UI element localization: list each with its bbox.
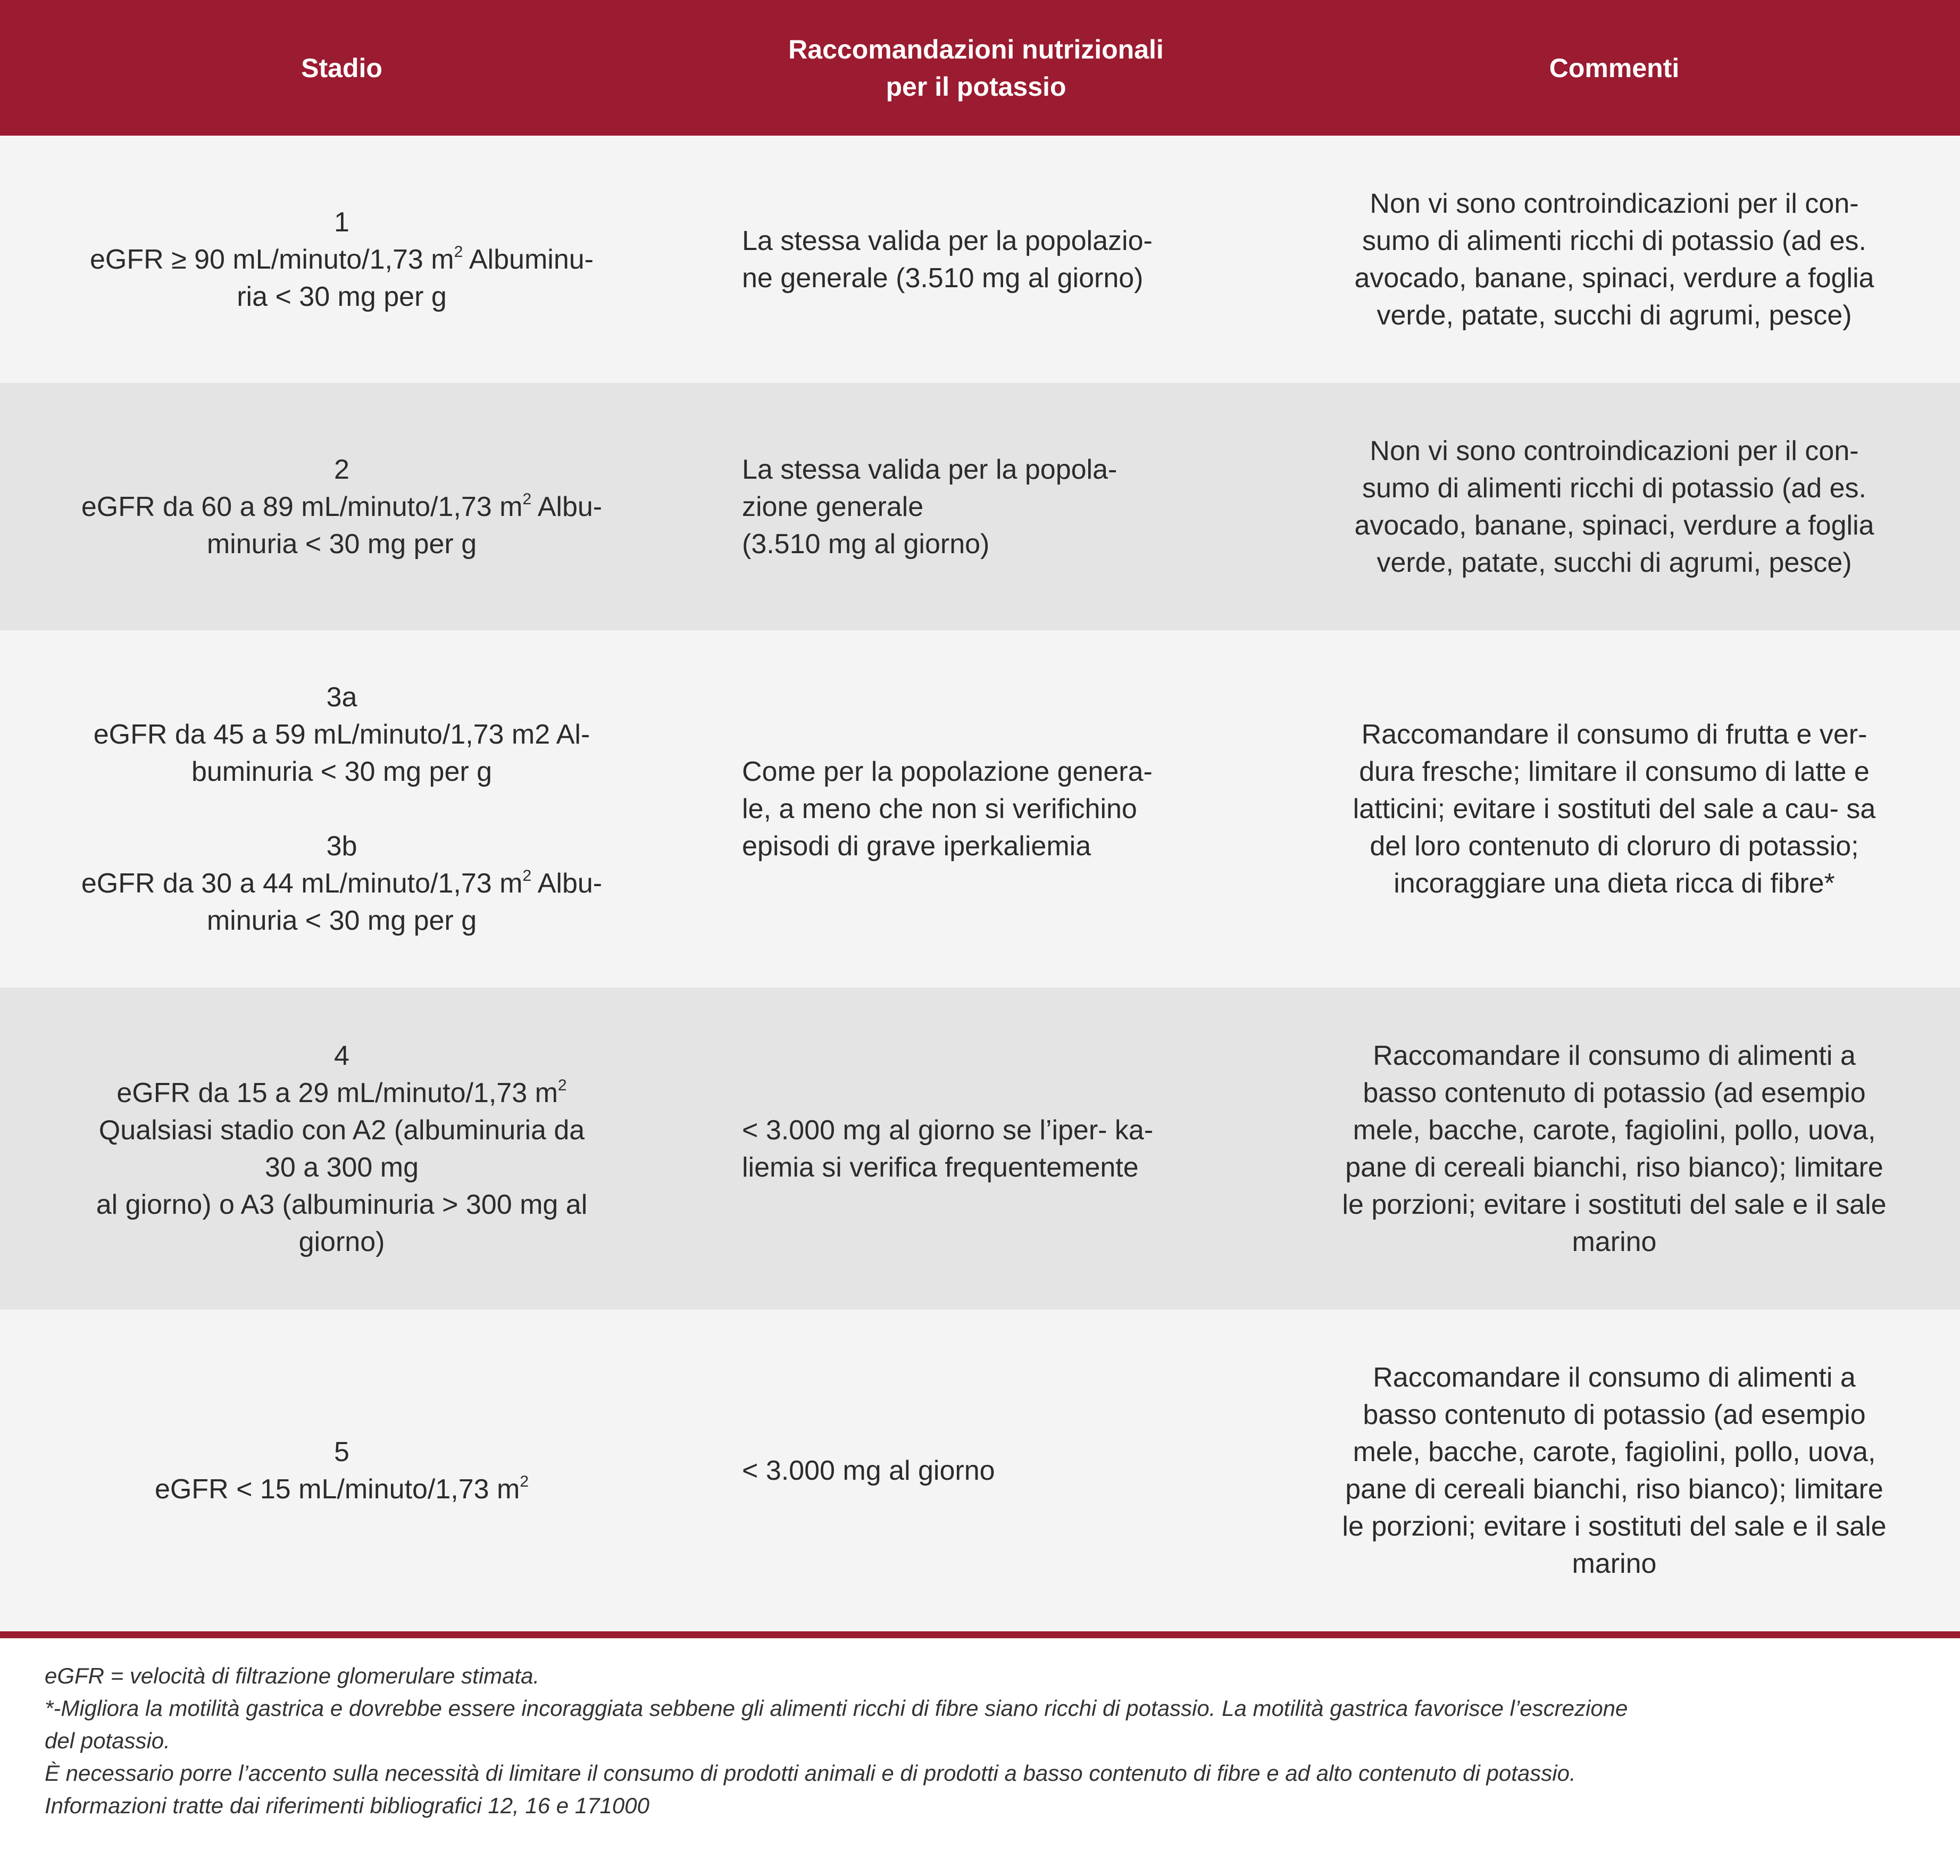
- superscript: 2: [520, 1472, 529, 1490]
- footnote-fiber: *-Migliora la motilità gastrica e dovrebbe essere incoraggiata sebbene gli alimenti ricchi di fibre siano ricchi di potassio. La motilità gastrica favorisce l’escrezione: [45, 1696, 1628, 1721]
- comment-line: dura fresche; limitare il consumo di latte e: [1359, 756, 1870, 787]
- stage-criteria-text: eGFR da 15 a 29 mL/minuto/1,73 m: [116, 1077, 558, 1108]
- header-stage: Stadio: [0, 0, 683, 136]
- comment-line: pane di cereali bianchi, riso bianco); limitare: [1345, 1152, 1883, 1183]
- comment-line: mele, bacche, carote, fagiolini, pollo, uova,: [1353, 1436, 1876, 1468]
- table-bottom-rule: [0, 1631, 1960, 1638]
- superscript: 2: [522, 867, 532, 885]
- comment-line: le porzioni; evitare i sostituti del sale e il sale: [1342, 1189, 1887, 1220]
- superscript: 2: [454, 243, 463, 261]
- superscript: 2: [557, 1076, 567, 1094]
- stage-number: 5: [334, 1436, 349, 1468]
- recommendation-line: le, a meno che non si verifichino: [742, 794, 1137, 824]
- stage-criteria: Qualsiasi stadio con A2 (albuminuria da: [98, 1114, 585, 1146]
- footnote-abbreviation: eGFR = velocità di filtrazione glomerulare stimata.: [45, 1663, 540, 1688]
- stage-criteria: ria < 30 mg per g: [237, 281, 447, 312]
- comment-cell: [1269, 988, 1960, 1310]
- stage-criteria: 30 a 300 mg: [264, 1152, 419, 1183]
- recommendation-cell: [683, 1310, 1269, 1631]
- stage-cell: [0, 383, 683, 630]
- comment-cell: [1269, 136, 1960, 383]
- header-comments: Commenti: [1269, 0, 1960, 136]
- comment-line: pane di cereali bianchi, riso bianco); limitare: [1345, 1473, 1883, 1505]
- comment-line: sumo di alimenti ricchi di potassio (ad es.: [1362, 472, 1866, 504]
- recommendation-line: zione generale: [742, 491, 924, 522]
- table-footnotes: [0, 1638, 1960, 1822]
- comment-line: marino: [1572, 1548, 1657, 1579]
- recommendation-cell: [683, 136, 1269, 383]
- footnote-source: Informazioni tratte dai riferimenti bibliografici 12, 16 e 171000: [45, 1793, 649, 1818]
- stage-number: 1: [334, 206, 349, 238]
- comment-cell: [1269, 383, 1960, 630]
- recommendation-line: (3.510 mg al giorno): [742, 528, 990, 560]
- comment-line: basso contenuto di potassio (ad esempio: [1363, 1399, 1866, 1430]
- stage-criteria: buminuria < 30 mg per g: [191, 756, 493, 787]
- stage-criteria-text: eGFR ≥ 90 mL/minuto/1,73 m: [90, 244, 454, 275]
- stage-criteria: giorno): [298, 1226, 385, 1257]
- recommendation-cell: [683, 988, 1269, 1310]
- comment-line: verde, patate, succhi di agrumi, pesce): [1377, 547, 1852, 578]
- stage-criteria: [48, 241, 636, 278]
- stage-number: 3b: [326, 831, 357, 862]
- stage-criteria: al giorno) o A3 (albuminuria > 300 mg al: [96, 1189, 588, 1220]
- comment-line: avocado, banane, spinaci, verdure a foglia: [1354, 262, 1874, 294]
- stage-number: 3a: [326, 682, 357, 713]
- footnote-emphasis: È necessario porre l’accento sulla necessità di limitare il consumo di prodotti animali e di prodotti a basso contenuto di fibre e ad alto contenuto di potassio.: [45, 1761, 1576, 1786]
- comment-cell: [1269, 630, 1960, 988]
- comment-line: Raccomandare il consumo di alimenti a: [1373, 1362, 1856, 1393]
- stage-criteria-text: Albuminu-: [463, 244, 594, 275]
- comment-line: incoraggiare una dieta ricca di fibre*: [1394, 868, 1835, 899]
- stage-criteria-text: Albu-: [531, 491, 603, 522]
- comment-line: sumo di alimenti ricchi di potassio (ad es.: [1362, 225, 1866, 256]
- header-recommendations: [683, 0, 1269, 136]
- comment-line: basso contenuto di potassio (ad esempio: [1363, 1077, 1866, 1108]
- stage-criteria: [48, 1471, 636, 1508]
- comment-line: verde, patate, succhi di agrumi, pesce): [1377, 299, 1852, 331]
- stage-cell: [0, 136, 683, 383]
- table-header-row: [0, 0, 1960, 136]
- comment-line: Raccomandare il consumo di alimenti a: [1373, 1040, 1856, 1071]
- header-recommendations-line: per il potassio: [886, 71, 1066, 102]
- stage-cell: [0, 630, 683, 988]
- comment-line: marino: [1572, 1226, 1657, 1257]
- table-row: [0, 630, 1960, 988]
- footnote-fiber: del potassio.: [45, 1728, 170, 1753]
- stage-criteria-text: eGFR < 15 mL/minuto/1,73 m: [154, 1473, 520, 1505]
- stage-criteria: [48, 1074, 636, 1112]
- stage-criteria: [48, 865, 636, 902]
- stage-criteria-text: eGFR da 30 a 44 mL/minuto/1,73 m: [81, 868, 523, 899]
- table-row: [0, 1310, 1960, 1631]
- stage-cell: [0, 988, 683, 1310]
- stage-cell: [0, 1310, 683, 1631]
- superscript: 2: [522, 490, 532, 508]
- table-row: [0, 383, 1960, 630]
- recommendation-line: La stessa valida per la popola-: [742, 454, 1117, 485]
- comment-line: le porzioni; evitare i sostituti del sale e il sale: [1342, 1511, 1887, 1542]
- recommendation-cell: [683, 630, 1269, 988]
- recommendation-line: Come per la popolazione genera-: [742, 756, 1153, 787]
- table-row: [0, 136, 1960, 383]
- table-row: [0, 988, 1960, 1310]
- stage-criteria-text: Albu-: [531, 868, 603, 899]
- comment-line: Non vi sono controindicazioni per il con-: [1370, 435, 1859, 466]
- stage-number: 2: [334, 454, 349, 485]
- stage-criteria: minuria < 30 mg per g: [206, 528, 477, 560]
- comment-cell: [1269, 1310, 1960, 1631]
- recommendation-line: La stessa valida per la popolazio-: [742, 225, 1153, 256]
- recommendation-line: < 3.000 mg al giorno se l’iper- ka-: [742, 1114, 1154, 1146]
- stage-number: 4: [334, 1040, 349, 1071]
- stage-criteria: [48, 488, 636, 526]
- comment-line: Non vi sono controindicazioni per il con-: [1370, 188, 1859, 219]
- comment-line: avocado, banane, spinaci, verdure a foglia: [1354, 510, 1874, 541]
- comment-line: mele, bacche, carote, fagiolini, pollo, uova,: [1353, 1114, 1876, 1146]
- stage-criteria: minuria < 30 mg per g: [206, 905, 477, 936]
- header-recommendations-line: Raccomandazioni nutrizionali: [788, 34, 1164, 64]
- stage-criteria-text: eGFR da 60 a 89 mL/minuto/1,73 m: [81, 491, 523, 522]
- spacer: [48, 790, 636, 828]
- comment-line: del loro contenuto di cloruro di potassio;: [1370, 831, 1859, 862]
- comment-line: latticini; evitare i sostituti del sale a cau- sa: [1353, 794, 1876, 824]
- comment-line: Raccomandare il consumo di frutta e ver-: [1361, 719, 1867, 750]
- recommendation-line: ne generale (3.510 mg al giorno): [742, 262, 1144, 294]
- stage-criteria: eGFR da 45 a 59 mL/minuto/1,73 m2 Al-: [93, 719, 590, 750]
- recommendation-line: episodi di grave iperkaliemia: [742, 831, 1091, 862]
- recommendation-cell: [683, 383, 1269, 630]
- recommendation-line: liemia si verifica frequentemente: [742, 1152, 1139, 1183]
- recommendation-line: < 3.000 mg al giorno: [742, 1455, 995, 1486]
